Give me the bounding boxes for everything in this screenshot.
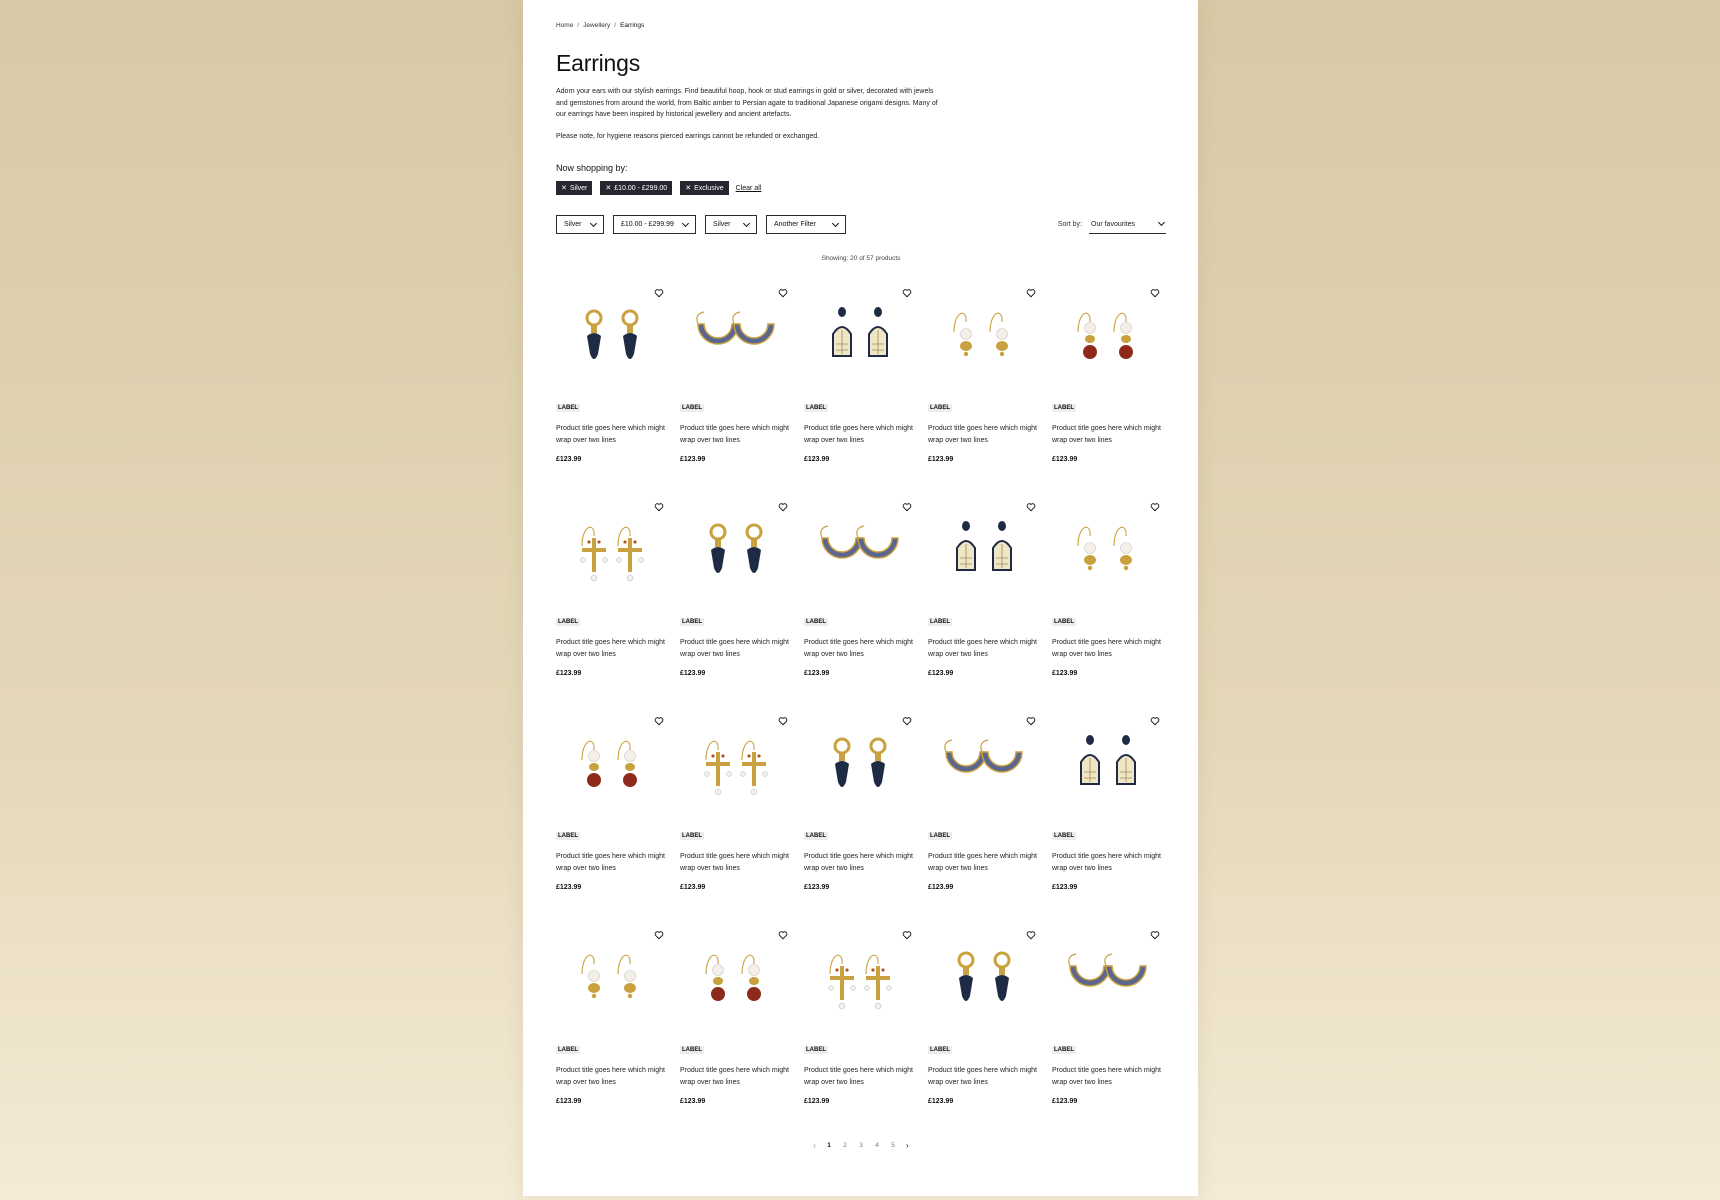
product-title[interactable]: Product title goes here which might wrap over two lines bbox=[804, 425, 913, 444]
page-link[interactable]: 3 bbox=[859, 1142, 863, 1149]
product-image[interactable] bbox=[1052, 498, 1164, 608]
product-label: LABEL bbox=[558, 833, 578, 839]
heart-icon[interactable] bbox=[1026, 716, 1038, 728]
page-link[interactable]: 1 bbox=[827, 1142, 831, 1149]
pagination bbox=[556, 1141, 1166, 1150]
product-image[interactable] bbox=[680, 498, 792, 608]
filter-dropdown[interactable] bbox=[613, 215, 696, 234]
product-card[interactable] bbox=[804, 496, 916, 710]
chevron-right-icon[interactable]: › bbox=[906, 1141, 909, 1150]
product-title[interactable]: Product title goes here which might wrap over two lines bbox=[680, 425, 789, 444]
chevron-down-icon bbox=[832, 219, 839, 226]
product-title[interactable]: Product title goes here which might wrap over two lines bbox=[928, 1067, 1037, 1086]
close-icon: ✕ bbox=[685, 184, 692, 192]
product-title[interactable]: Product title goes here which might wrap over two lines bbox=[928, 425, 1037, 444]
heart-icon[interactable] bbox=[902, 930, 914, 942]
filter-bar bbox=[556, 215, 846, 234]
heart-icon[interactable] bbox=[902, 716, 914, 728]
product-image[interactable] bbox=[680, 712, 792, 822]
product-card[interactable] bbox=[804, 924, 916, 1138]
product-card[interactable] bbox=[1052, 282, 1164, 496]
product-label: LABEL bbox=[682, 1047, 702, 1053]
product-title[interactable]: Product title goes here which might wrap over two lines bbox=[1052, 425, 1161, 444]
product-label: LABEL bbox=[558, 405, 578, 411]
chevron-down-icon bbox=[743, 219, 750, 226]
product-count: Showing: 20 of 57 products bbox=[821, 255, 901, 262]
filter-label: Silver bbox=[564, 221, 582, 228]
product-price: £123.99 bbox=[928, 1098, 954, 1105]
product-price: £123.99 bbox=[556, 884, 582, 891]
breadcrumb-home[interactable]: Home bbox=[556, 22, 574, 29]
heart-icon[interactable] bbox=[654, 502, 666, 514]
product-image[interactable] bbox=[680, 284, 792, 394]
product-label: LABEL bbox=[930, 1047, 950, 1053]
heart-icon[interactable] bbox=[1150, 502, 1162, 514]
now-shopping-by-heading: Now shopping by: bbox=[556, 163, 628, 173]
product-price: £123.99 bbox=[1052, 456, 1078, 463]
breadcrumb-separator: / bbox=[577, 22, 580, 29]
product-title[interactable]: Product title goes here which might wrap over two lines bbox=[556, 1067, 665, 1086]
heart-icon[interactable] bbox=[1150, 716, 1162, 728]
product-label: LABEL bbox=[1054, 1047, 1074, 1053]
product-title[interactable]: Product title goes here which might wrap over two lines bbox=[1052, 639, 1161, 658]
close-icon: ✕ bbox=[605, 184, 612, 192]
product-price: £123.99 bbox=[1052, 670, 1078, 677]
product-image[interactable] bbox=[804, 712, 916, 822]
product-price: £123.99 bbox=[804, 1098, 830, 1105]
product-card[interactable] bbox=[556, 496, 668, 710]
product-label: LABEL bbox=[1054, 833, 1074, 839]
product-card[interactable] bbox=[928, 710, 1040, 924]
page-title: Earrings bbox=[556, 50, 641, 76]
product-label: LABEL bbox=[930, 833, 950, 839]
heart-icon[interactable] bbox=[902, 502, 914, 514]
product-price: £123.99 bbox=[680, 884, 706, 891]
category-description: Adorn your ears with our stylish earrings. Find beautiful hoop, hook or stud earrings in gold or silver, decorated with jewels and gemstones from around the world, from Baltic amber to Persian agate to traditional Japanese origami designs. Many of our earrings have been inspired by historical jewellery and ancient artefacts. bbox=[556, 88, 938, 118]
heart-icon[interactable] bbox=[654, 288, 666, 300]
filter-dropdown[interactable] bbox=[705, 215, 757, 234]
product-price: £123.99 bbox=[556, 670, 582, 677]
product-image[interactable] bbox=[928, 712, 1040, 822]
chip-label: Exclusive bbox=[694, 184, 724, 192]
product-title[interactable]: Product title goes here which might wrap over two lines bbox=[1052, 1067, 1161, 1086]
product-title[interactable]: Product title goes here which might wrap over two lines bbox=[556, 853, 665, 872]
product-title[interactable]: Product title goes here which might wrap over two lines bbox=[804, 639, 913, 658]
product-card[interactable] bbox=[804, 710, 916, 924]
heart-icon[interactable] bbox=[778, 288, 790, 300]
product-card[interactable] bbox=[680, 282, 792, 496]
product-image[interactable] bbox=[928, 284, 1040, 394]
product-card[interactable] bbox=[804, 282, 916, 496]
product-image[interactable] bbox=[928, 926, 1040, 1036]
product-title[interactable]: Product title goes here which might wrap over two lines bbox=[680, 1067, 789, 1086]
page-link[interactable]: 2 bbox=[843, 1142, 847, 1149]
product-label: LABEL bbox=[930, 405, 950, 411]
heart-icon[interactable] bbox=[1026, 930, 1038, 942]
active-filter-chip[interactable] bbox=[680, 181, 728, 195]
product-price: £123.99 bbox=[1052, 1098, 1078, 1105]
product-card[interactable] bbox=[556, 710, 668, 924]
sort-label: Sort by: bbox=[1057, 221, 1082, 228]
product-price: £123.99 bbox=[556, 1098, 582, 1105]
product-card[interactable] bbox=[680, 710, 792, 924]
product-image[interactable] bbox=[556, 498, 668, 608]
product-label: LABEL bbox=[1054, 619, 1074, 625]
product-label: LABEL bbox=[682, 619, 702, 625]
page-link[interactable]: 5 bbox=[891, 1142, 895, 1149]
sort-value: Our favourites bbox=[1091, 220, 1135, 228]
product-price: £123.99 bbox=[680, 670, 706, 677]
heart-icon[interactable] bbox=[1150, 288, 1162, 300]
sort-control bbox=[1058, 215, 1166, 234]
product-price: £123.99 bbox=[680, 456, 706, 463]
product-card[interactable] bbox=[556, 282, 668, 496]
product-label: LABEL bbox=[1054, 405, 1074, 411]
clear-all-link[interactable]: Clear all bbox=[735, 184, 762, 192]
hygiene-note: Please note, for hygiene reasons pierced earrings cannot be refunded or exchanged. bbox=[556, 133, 820, 140]
product-image[interactable] bbox=[680, 926, 792, 1036]
heart-icon[interactable] bbox=[654, 716, 666, 728]
product-price: £123.99 bbox=[804, 456, 830, 463]
product-title[interactable]: Product title goes here which might wrap over two lines bbox=[928, 639, 1037, 658]
heart-icon[interactable] bbox=[1026, 502, 1038, 514]
product-price: £123.99 bbox=[680, 1098, 706, 1105]
product-price: £123.99 bbox=[1052, 884, 1078, 891]
product-image[interactable] bbox=[804, 498, 916, 608]
product-image[interactable] bbox=[556, 284, 668, 394]
product-label: LABEL bbox=[558, 619, 578, 625]
active-filter-chips bbox=[556, 181, 761, 195]
product-price: £123.99 bbox=[556, 456, 582, 463]
product-label: LABEL bbox=[806, 405, 826, 411]
filter-label: £10.00 - £299.99 bbox=[621, 221, 674, 228]
chevron-down-icon bbox=[682, 219, 689, 226]
product-label: LABEL bbox=[558, 1047, 578, 1053]
filter-label: Another Filter bbox=[774, 221, 817, 228]
product-label: LABEL bbox=[806, 619, 826, 625]
product-title[interactable]: Product title goes here which might wrap over two lines bbox=[1052, 853, 1161, 872]
heart-icon[interactable] bbox=[778, 502, 790, 514]
product-title[interactable]: Product title goes here which might wrap over two lines bbox=[804, 853, 913, 872]
product-image[interactable] bbox=[1052, 712, 1164, 822]
product-label: LABEL bbox=[806, 1047, 826, 1053]
product-image[interactable] bbox=[804, 926, 916, 1036]
page-panel bbox=[523, 0, 1198, 1196]
product-image[interactable] bbox=[1052, 284, 1164, 394]
breadcrumb bbox=[556, 22, 644, 29]
heart-icon[interactable] bbox=[1026, 288, 1038, 300]
product-card[interactable] bbox=[928, 282, 1040, 496]
chip-label: Silver bbox=[569, 184, 588, 192]
heart-icon[interactable] bbox=[654, 930, 666, 942]
heart-icon[interactable] bbox=[778, 716, 790, 728]
product-card[interactable] bbox=[556, 924, 668, 1138]
heart-icon[interactable] bbox=[778, 930, 790, 942]
product-card[interactable] bbox=[1052, 710, 1164, 924]
product-price: £123.99 bbox=[804, 670, 830, 677]
product-image[interactable] bbox=[556, 712, 668, 822]
chip-label: £10.00 - £299.00 bbox=[614, 184, 668, 192]
product-price: £123.99 bbox=[804, 884, 830, 891]
heart-icon[interactable] bbox=[902, 288, 914, 300]
product-label: LABEL bbox=[682, 833, 702, 839]
close-icon: ✕ bbox=[561, 184, 567, 192]
product-title[interactable]: Product title goes here which might wrap over two lines bbox=[928, 853, 1037, 872]
product-card[interactable] bbox=[928, 496, 1040, 710]
product-image[interactable] bbox=[928, 498, 1040, 608]
product-title[interactable]: Product title goes here which might wrap over two lines bbox=[680, 853, 789, 872]
product-card[interactable] bbox=[1052, 496, 1164, 710]
heart-icon[interactable] bbox=[1150, 930, 1162, 942]
product-label: LABEL bbox=[806, 833, 826, 839]
product-price: £123.99 bbox=[928, 670, 954, 677]
chevron-left-icon[interactable]: ‹ bbox=[813, 1141, 816, 1150]
product-label: LABEL bbox=[930, 619, 950, 625]
product-card[interactable] bbox=[680, 924, 792, 1138]
active-filter-chip[interactable] bbox=[556, 181, 592, 195]
filter-dropdown[interactable] bbox=[766, 215, 846, 234]
filter-label: Silver bbox=[713, 221, 731, 228]
product-grid bbox=[556, 282, 1166, 1138]
active-filter-chip[interactable] bbox=[600, 181, 672, 195]
product-image[interactable] bbox=[556, 926, 668, 1036]
product-title[interactable]: Product title goes here which might wrap over two lines bbox=[680, 639, 789, 658]
filter-dropdown[interactable] bbox=[556, 215, 604, 234]
product-card[interactable] bbox=[680, 496, 792, 710]
product-title[interactable]: Product title goes here which might wrap over two lines bbox=[556, 639, 665, 658]
product-price: £123.99 bbox=[928, 456, 954, 463]
product-image[interactable] bbox=[804, 284, 916, 394]
breadcrumb-separator: / bbox=[614, 22, 617, 29]
product-title[interactable]: Product title goes here which might wrap over two lines bbox=[804, 1067, 913, 1086]
breadcrumb-jewellery[interactable]: Jewellery bbox=[583, 22, 611, 29]
product-card[interactable] bbox=[928, 924, 1040, 1138]
product-title[interactable]: Product title goes here which might wrap over two lines bbox=[556, 425, 665, 444]
product-image[interactable] bbox=[1052, 926, 1164, 1036]
product-label: LABEL bbox=[682, 405, 702, 411]
sort-select[interactable] bbox=[1089, 215, 1166, 234]
product-card[interactable] bbox=[1052, 924, 1164, 1138]
chevron-down-icon bbox=[1158, 219, 1165, 226]
product-price: £123.99 bbox=[928, 884, 954, 891]
breadcrumb-current: Earrings bbox=[620, 22, 645, 29]
chevron-down-icon bbox=[590, 219, 597, 226]
page-link[interactable]: 4 bbox=[875, 1142, 879, 1149]
